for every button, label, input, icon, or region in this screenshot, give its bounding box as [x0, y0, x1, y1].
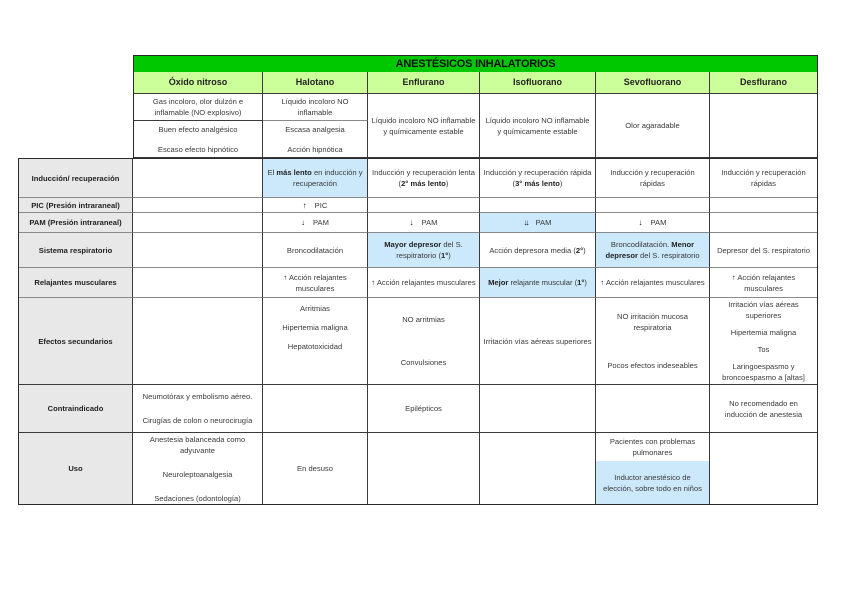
cell-desflurano-respiratorio: Depresor del S. respiratorio [710, 233, 818, 268]
row-label-efectos: Efectos secundarios [18, 298, 133, 385]
text-part: Acción relajantes musculares [288, 272, 347, 293]
cell-sevofluorano-induccion: Inducción y recuperación rápidas [596, 158, 710, 198]
double-arrow-down-icon: ↓↓ [523, 218, 528, 227]
column-header-oxido-nitroso: Óxido nitroso [133, 72, 263, 94]
column-header-desflurano: Desflurano [710, 72, 818, 94]
rich-text [266, 167, 364, 189]
text-part: PAM [535, 218, 552, 227]
cell-sevofluorano-efectos [596, 298, 710, 385]
cell-oxido-induccion [133, 158, 263, 198]
arrow-up-icon: ↑ [731, 272, 736, 282]
cell-oxido-properties: Gas incoloro, olor dulzón e inflamable (NO explosivo) [133, 94, 263, 121]
rich-text [371, 167, 476, 189]
arrow-down-icon: ↓ [638, 218, 643, 227]
arrow-up-icon: ↑ [600, 278, 605, 287]
text-part: Acción relajantes musculares [376, 278, 476, 287]
row-label-pic: PIC (Presión intraraneal) [18, 198, 133, 213]
cell-isofluorano-uso [480, 433, 596, 505]
text-line: Buen efecto analgésico [158, 124, 238, 134]
cell-isofluorano-induccion [480, 158, 596, 198]
text-line: Arritmias [300, 304, 330, 313]
text-part: El [267, 167, 277, 177]
cell-oxido-pam [133, 213, 263, 233]
rich-text [483, 167, 592, 189]
text-line: Escaso efecto hipnótico [157, 144, 239, 154]
cell-isofluorano-contraindicado [480, 385, 596, 433]
cell-sevofluorano-relajantes [596, 268, 710, 298]
cell-halotano-effects [263, 121, 368, 158]
cell-oxido-efectos [133, 298, 263, 385]
text-line: Cirugías de colon o neurocirugía [142, 415, 253, 425]
cell-oxido-contraindicado [133, 385, 263, 433]
cell-halotano-pic [263, 198, 368, 213]
cell-isofluorano-efectos: Irritación vías aéreas superiores [480, 298, 596, 385]
cell-enflurano-properties: Líquido incoloro NO inflamable y químicamente estable [368, 94, 480, 158]
cell-enflurano-relajantes [368, 268, 480, 298]
cell-oxido-pic [133, 198, 263, 213]
text-part: Acción depresora media ( [489, 245, 576, 255]
cell-enflurano-efectos [368, 298, 480, 385]
cell-desflurano-efectos [710, 298, 818, 385]
text-part: ) [584, 278, 587, 287]
text-line: Sedaciones (odontología) [154, 494, 241, 503]
cell-enflurano-induccion [368, 158, 480, 198]
cell-oxido-uso [133, 433, 263, 505]
text-line: Acción hipnótica [287, 144, 343, 154]
cell-halotano-induccion [263, 158, 368, 198]
row-label-pam: PAM (Presión intraraneal) [18, 213, 133, 233]
text-line: Hepatotoxicidad [287, 342, 343, 351]
cell-desflurano-uso [710, 433, 818, 505]
text-line: Anestesia balanceada como adyuvante [149, 435, 246, 455]
text-part: Acción relajantes musculares [737, 272, 796, 293]
cell-halotano-respiratorio: Broncodilatación [263, 233, 368, 268]
row-label-respiratorio: Sistema respiratorio [18, 233, 133, 268]
cell-halotano-relajantes [263, 268, 368, 298]
rich-text [599, 239, 706, 261]
bold-text: 1° [577, 278, 585, 287]
bold-text: Mejor [488, 278, 509, 287]
arrow-up-icon: ↑ [283, 272, 288, 282]
text-part: Inducción y recuperación rápida ( [483, 167, 592, 188]
cell-enflurano-contraindicado: Epilépticos [368, 385, 480, 433]
cell-halotano-contraindicado [263, 385, 368, 433]
bold-text: 1° [440, 251, 449, 260]
text-line: NO irritación mucosa respiratoria [617, 312, 688, 333]
arrow-down-icon: ↓ [301, 218, 306, 227]
cell-desflurano-induccion: Inducción y recuperación rápidas [710, 158, 818, 198]
text-part: PAM [313, 218, 329, 227]
text-part: del S. respitratorio ( [396, 240, 463, 260]
rich-text [266, 272, 364, 294]
text-line: NO arritmias [402, 315, 445, 324]
cell-sevofluorano-uso-pulmonares: Pacientes con problemas pulmonares [596, 433, 710, 461]
cell-sevofluorano-pic [596, 198, 710, 213]
column-header-isofluorano: Isofluorano [480, 72, 596, 94]
text-line: Neuroleptoanalgesia [162, 470, 233, 479]
text-part: en inducción y recuperación [293, 167, 363, 188]
rich-text [371, 239, 476, 261]
cell-oxido-relajantes [133, 268, 263, 298]
cell-sevofluorano-properties: Olor agaradable [596, 94, 710, 158]
arrow-up-icon: ↑ [371, 278, 376, 287]
text-part: PAM [650, 218, 667, 227]
cell-isofluorano-properties: Líquido incoloro NO inflamable y químicamente estable [480, 94, 596, 158]
arrow-down-icon: ↓ [409, 218, 414, 227]
cell-halotano-properties: Líquido incoloro NO inflamable [263, 94, 368, 121]
text-line: Neumotórax y embolismo aéreo. [142, 392, 253, 402]
text-part: ) [583, 245, 586, 255]
cell-halotano-efectos [263, 298, 368, 385]
cell-enflurano-pam [368, 213, 480, 233]
cell-enflurano-pic [368, 198, 480, 213]
rich-text [489, 245, 585, 256]
column-header-sevofluorano: Sevofluorano [596, 72, 710, 94]
cell-sevofluorano-contraindicado [596, 385, 710, 433]
cell-sevofluorano-pam [596, 213, 710, 233]
text-part: ) [445, 178, 449, 188]
row-label-relajantes: Relajantes musculares [18, 268, 133, 298]
text-line: Pocos efectos indeseables [607, 360, 698, 370]
text-part: del S. respiratorio [637, 251, 700, 260]
rich-text [371, 277, 475, 288]
row-label-contraindicado: Contraindicado [18, 385, 133, 433]
bold-text: más lento [276, 167, 312, 177]
text-line: Convulsiones [400, 358, 447, 367]
bold-text: 2° [575, 245, 584, 255]
text-part: Acción relajantes musculares [605, 278, 705, 287]
text-part: ) [448, 251, 451, 260]
cell-oxido-effects [133, 121, 263, 158]
column-header-halotano: Halotano [263, 72, 368, 94]
cell-isofluorano-pic [480, 198, 596, 213]
cell-enflurano-respiratorio [368, 233, 480, 268]
text-line: Laringoespasmo y broncoespasmo a [altas] [722, 362, 805, 382]
cell-isofluorano-pam [480, 213, 596, 233]
text-line: Hipertemia maligna [282, 323, 348, 332]
column-header-enflurano: Enflurano [368, 72, 480, 94]
text-part: PIC [314, 200, 328, 210]
cell-desflurano-pam [710, 213, 818, 233]
bold-text: Mayor depresor [384, 240, 442, 249]
rich-text [713, 272, 814, 294]
cell-sevofluorano-respiratorio [596, 233, 710, 268]
cell-desflurano-contraindicado: No recomendado en inducción de anestesia [710, 385, 818, 433]
row-label-uso: Uso [18, 433, 133, 505]
arrow-up-icon: ↑ [302, 200, 307, 210]
text-line: Irritación vías aéreas superiores [728, 300, 799, 320]
text-line: Escasa analgesia [285, 124, 345, 134]
text-part: Inducción y recuperación lenta ( [371, 167, 475, 188]
cell-desflurano-relajantes [710, 268, 818, 298]
text-line: Tos [757, 345, 770, 354]
row-label-induccion: Inducción/ recuperación [18, 158, 133, 198]
text-part: relajante muscular ( [508, 278, 578, 287]
bold-text: 3° más lento [515, 178, 560, 188]
cell-desflurano-pic [710, 198, 818, 213]
text-part: Broncodilatación. [610, 240, 672, 249]
cell-enflurano-uso [368, 433, 480, 505]
table-title: ANESTÉSICOS INHALATORIOS [133, 55, 818, 72]
text-part: PAM [421, 218, 438, 227]
rich-text [600, 277, 704, 288]
bold-text: 2° más lento [401, 178, 446, 188]
bold-text: Menor depresor [605, 240, 695, 260]
text-line: Hipertemia maligna [730, 328, 797, 337]
cell-oxido-respiratorio [133, 233, 263, 268]
cell-halotano-uso: En desuso [263, 433, 368, 505]
cell-isofluorano-relajantes [480, 268, 596, 298]
rich-text [488, 277, 587, 288]
cell-sevofluorano-uso-ninos: Inductor anestésico de elección, sobre todo en niños [596, 461, 710, 505]
text-part: ) [559, 178, 563, 188]
cell-isofluorano-respiratorio [480, 233, 596, 268]
cell-desflurano-properties [710, 94, 818, 158]
cell-halotano-pam [263, 213, 368, 233]
